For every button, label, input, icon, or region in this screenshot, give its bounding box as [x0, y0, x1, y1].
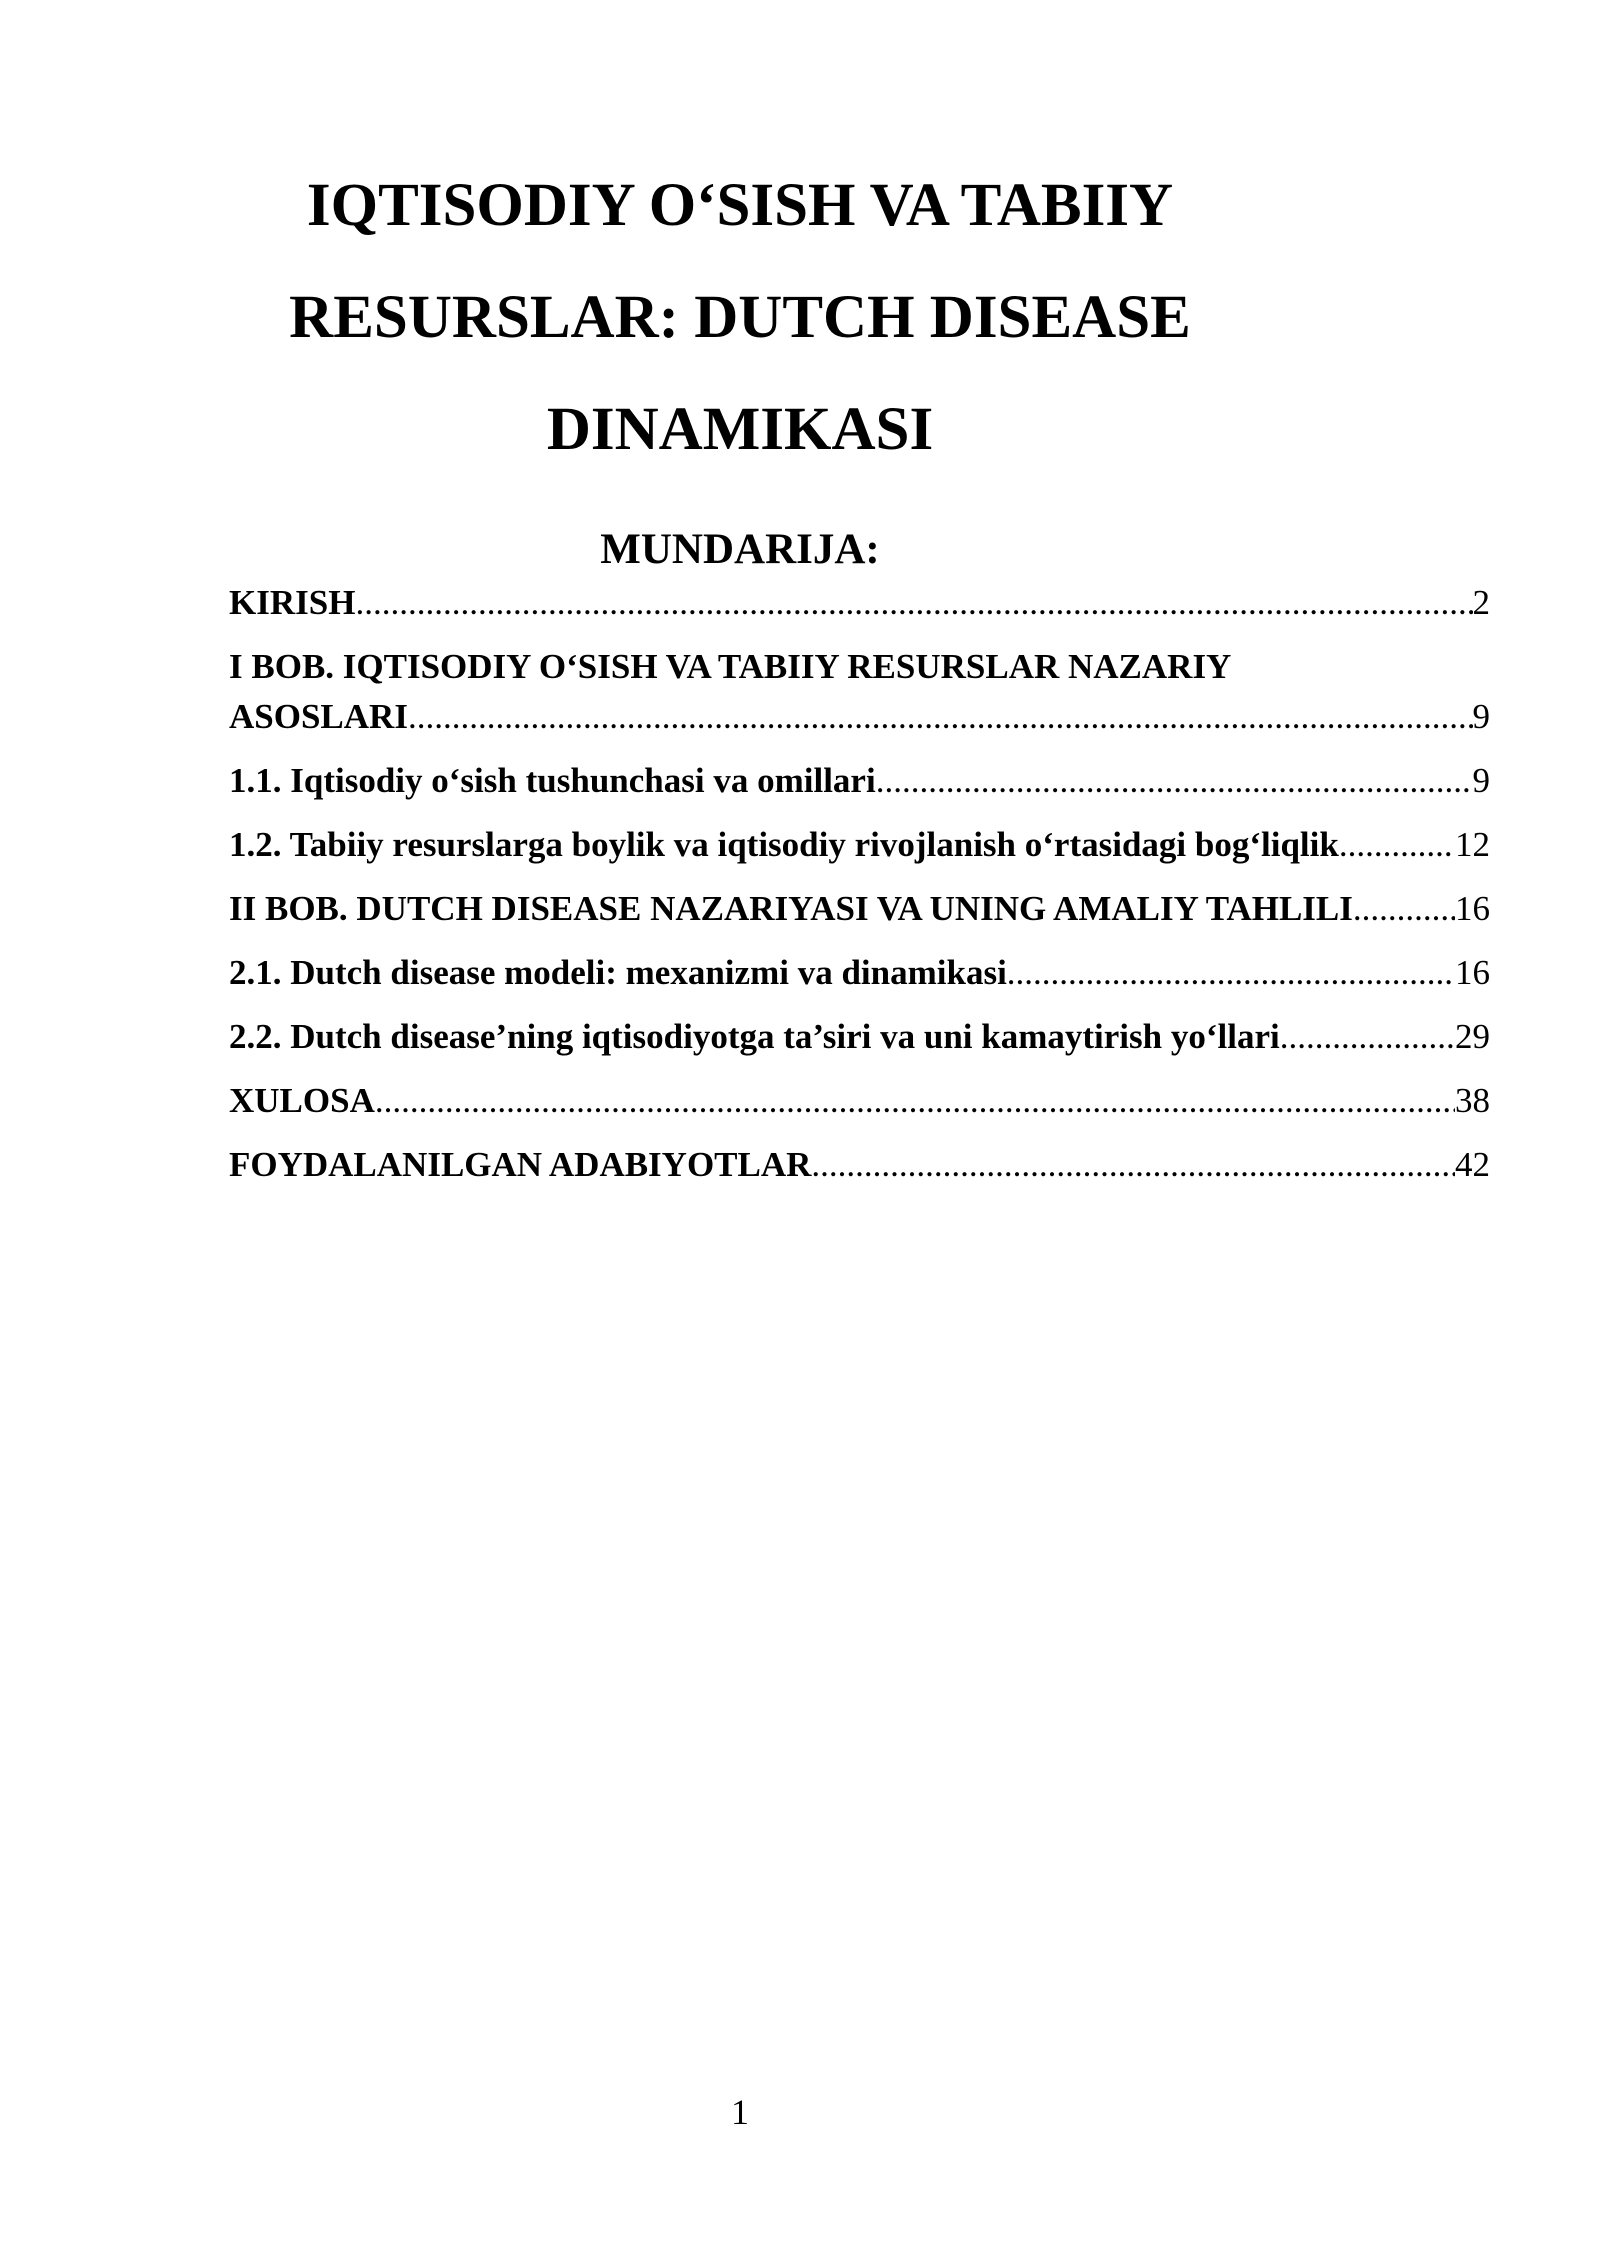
toc-page-number: 16	[1455, 889, 1490, 928]
toc-page-number: 2	[1472, 583, 1490, 622]
toc-entry-section-2-2[interactable]	[229, 1012, 1490, 1062]
toc-entry-chapter-1[interactable]	[229, 642, 1490, 742]
toc-page-number: 12	[1455, 825, 1490, 864]
toc-entry-label: XULOSA	[229, 1081, 375, 1120]
title-line-2: RESURSLAR: DUTCH DISEASE	[289, 284, 1191, 351]
toc-page-number: 16	[1455, 953, 1490, 992]
page-number: 1	[731, 2092, 749, 2132]
toc-entry-label: 1.2. Tabiiy resurslarga boylik va iqtisodiy rivojlanish o‘rtasidagi bog‘liqlik	[229, 825, 1339, 864]
toc-entry-section-2-1[interactable]	[229, 948, 1490, 998]
toc-entry-label: ASOSLARI	[229, 697, 408, 736]
table-of-contents	[229, 578, 1490, 1204]
toc-leader-dots	[1353, 884, 1455, 934]
toc-entry-label: 2.2. Dutch disease’ning iqtisodiyotga ta’siri va uni kamaytirish yo‘llari	[229, 1017, 1280, 1056]
toc-entry-label: KIRISH	[229, 583, 356, 622]
toc-leader-dots	[1007, 948, 1455, 998]
toc-leader-dots	[375, 1076, 1455, 1126]
toc-entry-label: 2.1. Dutch disease modeli: mexanizmi va dinamikasi	[229, 953, 1007, 992]
title-line-1: IQTISODIY O‘SISH VA TABIIY	[306, 172, 1174, 239]
toc-leader-dots	[1339, 820, 1455, 870]
toc-page-number: 38	[1455, 1081, 1490, 1120]
toc-entry-label: II BOB. DUTCH DISEASE NAZARIYASI VA UNING AMALIY TAHLILI	[229, 889, 1353, 928]
toc-entry-section-1-1[interactable]	[229, 756, 1490, 806]
toc-leader-dots	[408, 692, 1473, 742]
title-line-3: DINAMIKASI	[546, 396, 934, 463]
toc-entry-label: 1.1. Iqtisodiy o‘sish tushunchasi va omillari	[229, 761, 876, 800]
toc-entry-section-1-2[interactable]	[229, 820, 1490, 870]
toc-page-number: 9	[1472, 761, 1490, 800]
toc-leader-dots	[876, 756, 1473, 806]
toc-entry-label: FOYDALANILGAN ADABIYOTLAR	[229, 1145, 812, 1184]
document-title	[0, 150, 1600, 486]
toc-leader-dots	[1280, 1012, 1455, 1062]
toc-page-number: 42	[1455, 1145, 1490, 1184]
toc-leader-dots	[355, 578, 1472, 628]
toc-entry-xulosa[interactable]	[229, 1076, 1490, 1126]
toc-entry-kirish[interactable]	[229, 578, 1490, 628]
toc-entry-references[interactable]	[229, 1140, 1490, 1190]
toc-heading: MUNDARIJA:	[600, 526, 880, 573]
toc-entry-chapter-2[interactable]	[229, 884, 1490, 934]
toc-leader-dots	[811, 1140, 1455, 1190]
toc-page-number: 9	[1472, 697, 1490, 736]
toc-page-number: 29	[1455, 1017, 1490, 1056]
toc-entry-label-line-1: I BOB. IQTISODIY O‘SISH VA TABIIY RESURSLAR NAZARIY	[229, 647, 1232, 686]
